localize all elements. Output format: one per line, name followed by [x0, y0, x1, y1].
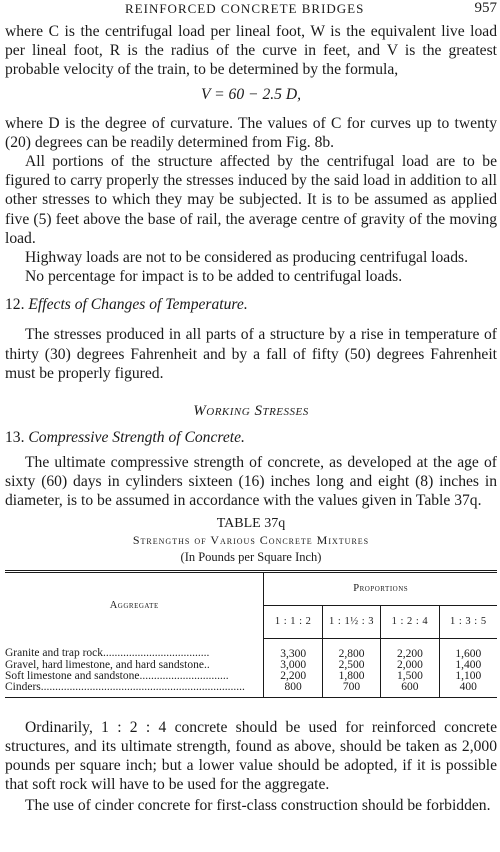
strength-cell: 3,300 [264, 638, 322, 660]
proportions-header: Proportions [264, 571, 497, 605]
table-row [5, 682, 497, 698]
strength-cell: 2,200 [381, 638, 439, 660]
strength-cell: 2,000 [381, 660, 439, 671]
aggregate-cell: Soft limestone and sandstone............................... [5, 671, 264, 682]
table-row [5, 660, 497, 671]
strength-cell: 1,500 [381, 671, 439, 682]
curvature-paragraph: where D is the degree of curvature. The values of C for curves up to twenty (20) degrees can be readily determined from Fig. 8b. [5, 114, 497, 151]
temperature-paragraph: The stresses produced in all parts of a structure by a rise in temperature of thirty (30) degrees Fahrenheit and by a fall of fifty (50) degrees Fahrenheit must be properly figured. [5, 326, 497, 382]
mix-header: 1 : 1 : 2 [264, 605, 322, 638]
strength-cell: 1,600 [455, 647, 482, 660]
page-header [5, 0, 497, 22]
aggregate-cell: Granite and trap rock..................................... [5, 638, 264, 660]
highway-paragraph: Highway loads are not to be considered as producing centrifugal loads. [25, 249, 468, 267]
section-13-title: Compressive Strength of Concrete. [28, 429, 245, 447]
table-caption: Strengths of Various Concrete Mixtures [132, 532, 370, 547]
working-stresses-heading: Working Stresses [193, 403, 309, 420]
strength-cell: 400 [459, 680, 477, 693]
cinder-paragraph: The use of cinder concrete for first-class construction should be forbidden. [25, 797, 491, 815]
table-row [5, 638, 497, 660]
running-head: REINFORCED CONCRETE BRIDGES [125, 1, 365, 16]
compressive-paragraph: The ultimate compressive strength of concrete, as developed at the age of sixty (60) days in cylinders sixteen (16) inches long and eight (8) inches in diameter, is to be assumed in accordance with the values given in Table 37q. [5, 454, 497, 510]
section-13-heading [5, 429, 497, 447]
table-row [5, 671, 497, 682]
section-12-title: Effects of Changes of Temperature. [28, 296, 248, 314]
velocity-formula: V = 60 − 2.5 D, [200, 85, 302, 103]
aggregate-cell: Gravel, hard limestone, and hard sandstone.. [5, 660, 264, 671]
mix-header: 1 : 2 : 4 [381, 605, 439, 638]
strength-cell: 2,800 [322, 638, 380, 660]
centrifugal-paragraph: All portions of the structure affected by the centrifugal load are to be figured to carry properly the stresses induced by the said load in addition to all other stresses to which they may be subjected. It is to be assumed as applied five (5) feet above the base of rail, the average centre of gravity of the moving load. [5, 153, 497, 247]
strength-cell: 800 [264, 682, 322, 698]
section-12-heading [5, 296, 497, 314]
strength-cell: 600 [381, 682, 439, 698]
intro-paragraph: where C is the centrifugal load per lineal foot, W is the equivalent live load per lineal foot, R is the radius of the curve in feet, and V is the greatest probable velocity of the train, to be determined by the formula, [5, 23, 497, 79]
impact-paragraph: No percentage for impact is to be added to centrifugal loads. [25, 268, 403, 286]
section-12-number: 12. [5, 296, 25, 314]
page-number: 957 [474, 0, 497, 16]
strength-cell: 1,100 [455, 669, 482, 682]
strength-cell: 700 [322, 682, 380, 698]
aggregate-column-header: Aggregate [5, 571, 264, 638]
aggregate-cell: Cinders....................................................................... [5, 682, 264, 698]
strengths-table [5, 570, 497, 698]
ordinarily-paragraph: Ordinarily, 1 : 2 : 4 concrete should be used for reinforced concrete structures, and its ultimate strength, found as above, should be taken as 2,000 pounds per square inch; but a lower value should be adopted, if it is possible that soft rock will have to be used for the aggregate. [5, 718, 497, 794]
table-title: TABLE 37q [216, 515, 286, 531]
section-13-number: 13. [5, 429, 25, 447]
strength-cell: 2,200 [264, 671, 322, 682]
strength-cell: 1,400 [455, 658, 482, 671]
strength-cell: 3,000 [264, 660, 322, 671]
mix-header: 1 : 3 : 5 [439, 605, 497, 638]
table-units: (In Pounds per Square Inch) [180, 549, 322, 564]
strength-cell: 1,800 [322, 671, 380, 682]
strength-cell: 2,500 [322, 660, 380, 671]
mix-header: 1 : 1½ : 3 [322, 605, 380, 638]
document-page [5, 0, 497, 816]
